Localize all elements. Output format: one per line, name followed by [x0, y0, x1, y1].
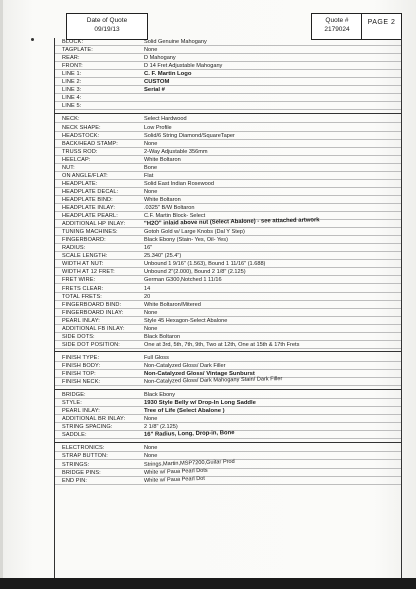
spec-label: PEARL INLAY:	[62, 317, 100, 324]
spec-row	[55, 407, 401, 415]
spec-row	[55, 378, 401, 386]
spec-value: White Boltaron/Mitered	[144, 301, 201, 308]
spec-label: HEADSTOCK:	[62, 132, 100, 139]
spec-label: LINE 4:	[62, 95, 82, 102]
spec-label: NUT:	[62, 164, 75, 171]
spec-value: Full Gloss	[144, 354, 169, 361]
spec-row	[55, 444, 401, 452]
spec-label: ON ANGLE/FLAT:	[62, 172, 108, 179]
spec-value: 25.340" (25.4")	[144, 253, 182, 260]
spec-label: FINISH BODY:	[62, 362, 101, 369]
spec-label: FINGERBOARD INLAY:	[62, 309, 124, 316]
spec-value: Select Hardwood	[144, 116, 187, 123]
spec-label: PEARL INLAY:	[62, 408, 100, 415]
spec-row	[55, 172, 401, 180]
spec-label: BACK/HEAD STAMP:	[62, 140, 118, 147]
spec-row	[55, 391, 401, 399]
date-of-quote-box	[66, 13, 148, 40]
spec-value: Style 45 Hexagon-Select Abalone	[144, 317, 228, 324]
spec-row	[55, 354, 401, 362]
spec-value: Black Boltaron	[144, 333, 181, 340]
spec-value: Black Ebony	[144, 392, 176, 399]
spec-value: 1930 Style Belly w/ Drop-In Long Saddle	[144, 400, 256, 407]
spec-row	[55, 204, 401, 212]
spec-row	[55, 260, 401, 268]
spec-row	[55, 86, 401, 94]
spec-value: 2-Way Adjustable 356mm	[144, 148, 208, 155]
spec-label: WIDTH AT 12 FRET:	[62, 269, 115, 276]
spec-row	[55, 236, 401, 244]
spec-row	[55, 94, 401, 102]
spec-row	[55, 196, 401, 204]
spec-value: White w/ Paua Pearl Dots	[143, 467, 208, 476]
spec-label: SCALE LENGTH:	[62, 253, 108, 260]
scan-bottom-edge	[0, 578, 416, 589]
spec-value: Non-Catalyzed Gloss/ Dark Filler	[144, 362, 226, 369]
spec-value: Solid/6 String Diamond/SquareTaper	[144, 132, 235, 139]
quote-number-box	[311, 13, 363, 40]
spec-value: CUSTOM	[144, 79, 170, 86]
spec-label: TAGPLATE:	[62, 47, 93, 54]
page-number-label: PAGE 2	[367, 19, 396, 26]
spec-row	[55, 228, 401, 236]
quote-number-value: 2179024	[324, 25, 350, 33]
spec-label: RADIUS:	[62, 245, 86, 252]
spec-value: D 14 Fret Adjustable Mahogany	[144, 63, 223, 70]
spec-value: 20	[144, 293, 151, 300]
spec-value: Tree of Life (Select Abalone )	[144, 408, 225, 415]
row-rule	[55, 484, 401, 485]
spec-label: ADDITIONAL HP INLAY:	[62, 221, 126, 228]
spec-label: HEADPLATE PEARL:	[62, 213, 118, 220]
page-edge-shadow	[0, 0, 3, 589]
spec-row	[55, 309, 401, 317]
spec-value: 14	[144, 285, 151, 292]
spec-label: FINGERBOARD BIND:	[62, 301, 122, 308]
spec-row	[55, 164, 401, 172]
spec-label: STRINGS:	[62, 461, 90, 468]
spec-label: SADDLE:	[62, 432, 87, 439]
quote-number-label: Quote #	[325, 17, 349, 24]
spec-row	[55, 431, 401, 439]
spec-value: Strings,Martin,MSP7200,Guitar Prod	[143, 458, 235, 468]
spec-row	[55, 268, 401, 276]
spec-value: None	[144, 416, 158, 423]
spec-label: FINISH NECK:	[62, 379, 101, 386]
spec-label: STRING SPACING:	[62, 424, 113, 431]
spec-value: None	[144, 445, 158, 452]
spec-row	[55, 276, 401, 284]
spec-row	[55, 399, 401, 407]
spec-value: None	[144, 453, 158, 460]
spec-value: D Mahogany	[144, 55, 176, 62]
spec-value: None	[144, 188, 158, 195]
spec-row	[55, 217, 401, 228]
spec-label: FINISH TOP:	[62, 371, 96, 377]
spec-value: White Boltaron	[144, 156, 181, 163]
spec-row	[55, 293, 401, 301]
spec-row	[55, 244, 401, 252]
spec-value: Serial #	[144, 87, 165, 94]
spec-label: NECK:	[62, 116, 80, 123]
spec-label: LINE 1:	[62, 71, 82, 78]
spec-value: None	[144, 325, 158, 332]
spec-label: BRIDGE:	[62, 392, 86, 399]
spec-row	[55, 333, 401, 341]
spec-label: LINE 5:	[62, 103, 82, 110]
spec-row	[55, 70, 401, 78]
spec-label: ELECTRONICS:	[62, 445, 105, 452]
spec-label: HEADPLATE BIND:	[62, 196, 113, 203]
spec-label: NECK SHAPE:	[62, 124, 101, 131]
section-divider	[55, 351, 401, 352]
spec-label: LINE 3:	[62, 87, 82, 94]
spec-value: German G300,Notched 1 11/16	[144, 277, 222, 284]
spec-row	[55, 156, 401, 164]
row-rule	[55, 348, 401, 349]
spec-label: SIDE DOT POSITION:	[62, 341, 120, 348]
spec-row	[55, 140, 401, 148]
spec-label: HEADPLATE DECAL:	[62, 188, 119, 195]
page-number-box	[361, 13, 402, 40]
spec-value: Bone	[144, 164, 158, 171]
spec-value: Non-Catalyzed Gloss/ Vintage Sunburst	[144, 371, 255, 377]
spec-row	[55, 115, 401, 123]
spec-row	[55, 362, 401, 370]
spec-value: Unbound 1 9/16" (1.563), Bound 1 11/16" (1.688)	[144, 261, 266, 268]
spec-row	[55, 341, 401, 349]
date-of-quote-value: 09/19/13	[94, 25, 120, 33]
spec-value: None	[144, 309, 158, 316]
punch-mark	[31, 38, 34, 41]
spec-row	[55, 38, 401, 46]
spec-row	[55, 124, 401, 132]
spec-label: ADDITIONAL BR INLAY:	[62, 416, 126, 423]
spec-row	[55, 252, 401, 260]
spec-label: FINISH TYPE:	[62, 354, 100, 361]
spec-value: Solid East Indian Rosewood	[144, 180, 214, 187]
section-divider	[55, 113, 401, 114]
spec-label: FRONT:	[62, 63, 83, 70]
spec-label: WIDTH AT NUT:	[62, 261, 104, 268]
spec-row	[55, 180, 401, 188]
spec-value: Low Profile	[144, 124, 172, 131]
spec-value: Unbound 2"(2.000), Bound 2 1/8" (2.125)	[144, 269, 246, 276]
spec-row	[55, 62, 401, 70]
row-rule	[55, 385, 401, 386]
spec-label: TRUSS ROD:	[62, 148, 98, 155]
spec-label: HEADPLATE INLAY:	[62, 205, 115, 211]
row-rule	[55, 438, 401, 439]
spec-label: TUNING MACHINES:	[62, 229, 118, 236]
spec-row	[55, 317, 401, 325]
spec-value: "H2O" inlaid above nut (Select Abalone) - see attached artwork	[143, 217, 320, 228]
spec-value: White Boltaron	[144, 196, 181, 203]
date-of-quote-label: Date of Quote	[86, 17, 128, 24]
spec-label: REAR:	[62, 55, 80, 62]
spec-value: Black Ebony (Stain- Yes, Oil- Yes)	[144, 237, 228, 244]
spec-label: BRIDGE PINS:	[62, 469, 101, 476]
spec-label: HEELCAP:	[62, 156, 91, 163]
spec-row	[55, 325, 401, 333]
spec-label: STRAP BUTTON:	[62, 453, 108, 460]
spec-value: None	[144, 140, 158, 147]
spec-row	[55, 301, 401, 309]
spec-row	[55, 54, 401, 62]
spec-label: FRET WIRE:	[62, 277, 96, 284]
spec-row	[55, 477, 401, 485]
spec-label: HEADPLATE:	[62, 180, 98, 187]
spec-label: BLOCK:	[62, 39, 84, 45]
spec-table	[54, 38, 402, 578]
spec-label: FRETS CLEAR:	[62, 285, 104, 292]
spec-value: Flat	[144, 172, 154, 179]
spec-value: One at 3rd, 5th, 7th, 9th, Two at 12th, One at 15th & 17th Frets	[144, 341, 300, 348]
spec-value: Gotoh Gold w/ Large Knobs (Dal Y Step)	[144, 229, 245, 236]
spec-label: FINGERBOARD:	[62, 237, 106, 244]
spec-value: .0325" B/W Boltaron	[144, 205, 195, 211]
spec-label: END PIN:	[62, 477, 88, 484]
spec-label: ADDITIONAL FB INLAY:	[62, 325, 125, 332]
spec-value: Non-Catalyzed Gloss/ Dark Mahogany Stain/ Dark Filler	[143, 376, 283, 386]
spec-value: 16"	[144, 245, 153, 252]
spec-value: White w/ Paua Pearl Dot	[143, 475, 206, 484]
spec-row	[55, 132, 401, 140]
spec-label: STYLE:	[62, 400, 82, 407]
spec-value: 2 1/8" (2.125)	[144, 424, 178, 431]
spec-row	[55, 78, 401, 86]
spec-value: None	[144, 47, 158, 54]
spec-row	[55, 415, 401, 423]
spec-row	[55, 102, 401, 110]
spec-label: TOTAL FRETS:	[62, 293, 102, 300]
spec-value: Solid Genuine Mahogany	[144, 39, 207, 45]
spec-row	[55, 46, 401, 54]
row-rule	[55, 109, 401, 110]
spec-row	[55, 285, 401, 293]
spec-value: 16" Radius, Long, Drop-in, Bone	[143, 430, 235, 439]
spec-row	[55, 148, 401, 156]
spec-value: C. F. Martin Logo	[144, 71, 192, 78]
section-divider	[55, 389, 401, 390]
section-divider	[55, 442, 401, 443]
spec-row	[55, 188, 401, 196]
spec-value: C.F. Martin Block- Select	[144, 213, 206, 220]
spec-label: SIDE DOTS:	[62, 333, 95, 340]
spec-label: LINE 2:	[62, 79, 82, 86]
